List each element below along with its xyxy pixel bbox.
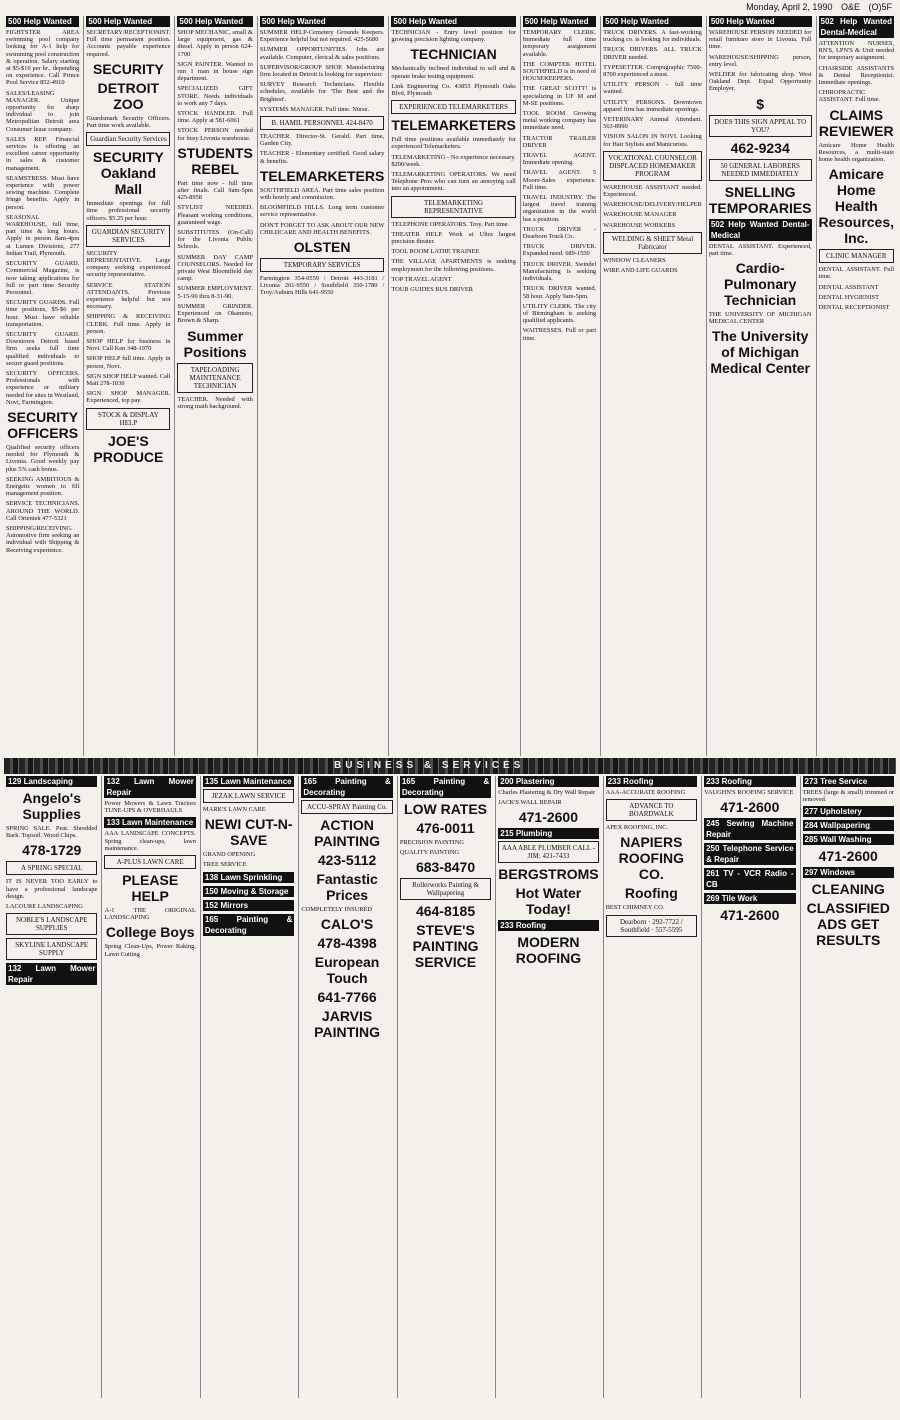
classified-ad: 471-2600 <box>818 848 878 865</box>
classified-ad: CALO'S <box>320 916 374 933</box>
classified-ad: DENTAL ASSISTANT <box>818 283 879 291</box>
classified-ad: European Touch <box>314 954 380 987</box>
classified-ad: TELEMARKETING - No experience necessary. $200/week. <box>391 153 516 168</box>
column-heading: 273 Tree Service <box>803 776 894 787</box>
classified-ad: SYSTEMS MANAGER. Full time. Nurse. <box>259 105 370 113</box>
classified-ad: TELEMARKETING REPRESENTATIVE <box>391 196 515 218</box>
classified-ad: Full time positions available immediately for experienced Telemarketers. <box>391 136 516 151</box>
classified-ad: TREES (large & small) trimmed or removed. <box>802 789 894 804</box>
category-heading: 133 Lawn Maintenance <box>104 817 195 828</box>
classified-ad: Amicare Home Health Resources, Inc. <box>818 166 895 247</box>
classified-ad: DENTAL ASSISTANT. Full time. <box>818 266 895 281</box>
classified-ad: MARK'S LAWN CARE <box>202 806 266 813</box>
classified-ad: WAREHOUSE WORKERS <box>603 221 676 229</box>
category-heading: 502 Help Wanted Dental-Medical <box>710 219 810 240</box>
classified-ad: SPRING SALE. Peat. Shredded Bark. Topsoil. Wood Chips. <box>6 825 98 840</box>
classified-ad: VETERINARY Animal Attendant. 563-8990 <box>603 116 702 131</box>
classified-ad: APEX ROOFING, INC. <box>605 824 669 832</box>
category-heading: 165 Painting & Decorating <box>204 914 293 935</box>
category-heading: 261 TV - VCR Radio - CB <box>706 869 794 890</box>
classified-ad: 471-2600 <box>720 799 780 816</box>
classified-ad: TRAVEL INDUSTRY. The largest travel training organization in the world has a position. <box>522 194 597 223</box>
classified-ad: CLASSIFIED ADS GET RESULTS <box>806 900 890 949</box>
classified-column <box>83 16 172 756</box>
classified-ad: Part time now - full time after finals. Call 9am-5pm 425-8958 <box>177 179 253 202</box>
classified-ad: THE VILLAGE APARTMENTS is seeking employment for the following positions. <box>391 258 516 273</box>
classified-ad: WELDER for fabricating shop. West Oakland Dept. Equal Opportunity Employer. <box>708 71 812 93</box>
classified-column <box>257 16 386 756</box>
classified-ad: WINDOW CLEANERS <box>603 256 666 264</box>
classified-ad: Cardio-Pulmonary Technician <box>724 260 797 309</box>
classified-ad: TREE SERVICE <box>202 861 247 869</box>
classified-ad: SECURITY <box>92 60 164 77</box>
classified-ad: TRUCK DRIVER - Dearborn Truck Co. <box>522 225 597 241</box>
classified-ad: SUMMER GRINDER. Experienced on Okamoto, Brown & Sharp. <box>177 302 253 325</box>
classified-ad: SERVICE TECHNICIANS. AROUND THE WORLD. Call Orientek 477-5321 <box>6 500 80 522</box>
divider-label: BUSINESS & SERVICES <box>334 760 525 771</box>
column-heading: 233 Roofing <box>704 776 795 787</box>
column-heading: 500 Help Wanted <box>603 16 702 27</box>
classified-ad: SIGN SHOP HELP wanted. Call Matt 278-1030 <box>86 372 171 388</box>
category-heading: 284 Wallpapering <box>803 820 894 831</box>
classified-ad: SECURITY GUARD. Commercial Magazine, is now taking applications for full or part time Security Personnel. <box>6 260 80 296</box>
classified-ad: AAA LANDSCAPE CONCEPTS. Spring clean-ups, lawn maintenance. <box>104 830 196 852</box>
classified-ad: SECURITY Oakland Mall <box>92 149 164 198</box>
classified-ad: EXPERIENCED TELEMARKETERS <box>391 100 515 114</box>
column-heading: 500 Help Wanted <box>391 16 515 27</box>
classified-ad: ACTION PAINTING <box>314 817 381 849</box>
classified-ad: THE COMPTEK HOTEL SOUTHFIELD is in need of HOUSEKEEPERS. <box>522 60 597 83</box>
category-heading: 233 Roofing <box>498 920 598 931</box>
classified-ad: BEST CHIMNEY CO. <box>605 904 665 912</box>
classified-ad: TELEMARKETERS <box>259 167 385 184</box>
category-heading: 285 Wall Washing <box>803 834 894 845</box>
classified-ad: WAREHOUSE PERSON NEEDED for retail furniture store in Livonia. Full time. <box>708 29 812 51</box>
classified-ad: TEACHER - Elementary certified. Good salary & benefits. <box>259 150 385 165</box>
classified-ad: VAUGHN'S ROOFING SERVICE <box>704 789 794 796</box>
classified-ad: TOUR GUIDES BUS DRIVER <box>391 286 474 294</box>
column-heading: 165 Painting & Decorating <box>401 777 490 797</box>
classified-ad: A-1 THE ORIGINAL LANDSCAPING <box>104 907 196 922</box>
category-heading: 215 Plumbing <box>498 828 598 839</box>
classified-ad: TEACHER. Director-St. Gerald. Part time, Garden City. <box>259 133 385 148</box>
classified-ad: B. HAMIL PERSONNEL 424-8470 <box>260 116 384 130</box>
category-heading: 245 Sewing Machine Repair <box>706 819 794 840</box>
classified-ad: SOUTHFIELD AREA. Part time sales position with hourly and commission. <box>259 186 385 202</box>
classified-ad: DOES THIS SIGN APPEAL TO YOU? <box>709 115 812 137</box>
category-heading: 297 Windows <box>803 867 894 878</box>
classified-ad: SALES/LEASING MANAGER. Unique opportunity for sharp individual to join Metropolitan Detroit area Consumer lease company. <box>6 89 80 133</box>
classified-ad: Spring Clean-Ups, Power Raking, Lawn Cutting <box>104 943 196 958</box>
classified-ad: SECRETARY/RECEPTIONIST. Full time permanent position. Accounts payable experience required. <box>86 29 171 58</box>
classified-ad: 471-2600 <box>720 907 780 924</box>
classified-ad: 478-1729 <box>22 842 82 859</box>
classified-ad: 641-7766 <box>317 989 377 1006</box>
classified-column <box>701 776 797 1398</box>
classified-ad: Summer Positions <box>183 327 247 360</box>
classified-ad: SUMMER EMPLOYMENT. 5-15-90 thru 8-31-90. <box>177 285 253 300</box>
column-heading: 500 Help Wanted <box>260 16 384 27</box>
classified-ad: 683-8470 <box>415 859 476 876</box>
classified-ad: DON'T FORGET TO ASK ABOUT OUR NEW CHILDCARE AND HEALTH BENEFITS. <box>259 221 385 236</box>
classified-ad: UTILITY PERSON - full time wanted. <box>603 81 702 96</box>
classified-ad: TYPESETTER. Compugraphic 7500-8700 experienced a must. <box>603 63 702 79</box>
classified-ad: SUPERVISOR/GROUP SHOP. Manufacturing firm located in Detroit is looking for supervisor. <box>259 63 385 79</box>
classified-ad: TOOL ROOM. Growing metal working company has immediate need. <box>522 110 597 132</box>
classified-column <box>520 16 598 756</box>
classified-ad: SHOP MECHANIC, small & large equipment, gas & diesel. Apply in person 624-1700 <box>177 29 253 58</box>
classified-ad: TECHNICIAN <box>410 46 497 63</box>
column-heading: 165 Painting & Decorating <box>303 777 391 797</box>
classified-ad: VOCATIONAL COUNSELOR DISPLACED HOMEMAKER PROGRAM <box>603 151 702 181</box>
classified-ad: WELDING & SHEET Metal Fabricator <box>603 232 702 254</box>
classified-ad: SHOP HELP full time. Apply in person, Novi. <box>86 355 171 370</box>
classified-ad: 464-8185 <box>415 903 476 920</box>
classified-ad: SNELLING TEMPORARIES <box>708 183 812 216</box>
classified-ad: Hot Water Today! <box>515 885 582 918</box>
classified-column <box>298 776 394 1398</box>
classified-ad: NAPIERS ROOFING CO. <box>618 834 684 883</box>
classified-ad: ATTENTION NURSES, RN'S, LPN'S & Unit needed for temporary assignment. <box>818 40 895 62</box>
classified-ad: TRUCK DRIVERS. A fast-working trucking co. is looking for individuals. <box>603 29 702 44</box>
classified-column <box>200 776 296 1398</box>
classified-ad: Mechanically inclined individual to sell and & operate brake testing equipment. <box>391 65 516 80</box>
classified-ad: WAREHOUSE/SHIPPING person, entry level. <box>708 53 812 68</box>
classified-ad: AAA-ACCURATE ROOFING <box>605 789 686 796</box>
column-heading: 500 Help Wanted <box>709 16 812 27</box>
classified-ad: PLEASE HELP <box>122 872 179 905</box>
classified-ad: SEASONAL WAREHOUSE, full time, part time & long hours. Apply in person 8am-4pm at Lumen Divisions, 277 Indian Trail, Plymouth. <box>6 213 80 257</box>
classified-ad: Qualified security officers needed for Plymouth & Livonia. Good weekly pay plus 5% cash bonus. <box>6 443 80 473</box>
classified-ad: TECHNICIAN - Entry level position for growing precision lighting company. <box>391 29 516 44</box>
classified-ad: TELEMARKETERS <box>391 117 516 134</box>
classified-ad: WAREHOUSE ASSISTANT needed. Experienced. <box>603 183 702 199</box>
classified-ad: STUDENTS REBEL <box>177 144 253 177</box>
classified-ad: TRUCK DRIVERS. ALL TRUCK DRIVER needed. <box>603 46 702 61</box>
classified-ad: 423-5112 <box>317 852 377 868</box>
classified-column <box>600 16 704 756</box>
classified-ad: STEVE'S PAINTING SERVICE <box>412 922 479 971</box>
classified-ad: LOW RATES <box>404 801 488 817</box>
classified-ad: 476-0011 <box>416 820 475 836</box>
classified-ad: SHIPPING & RECEIVING CLERK. Full time. Apply in person. <box>86 313 171 335</box>
classified-ad: BERGSTROMS <box>498 866 599 883</box>
services-section <box>4 776 896 1398</box>
category-heading: 250 Telephone Service & Repair <box>706 844 794 865</box>
column-heading: 502 Help Wanted Dental-Medical <box>820 17 893 37</box>
classified-ad: ACCU-SPRAY Painting Co. <box>301 800 392 814</box>
classified-ad: IT IS NEVER TOO EARLY to have a professional landscape design. <box>6 878 98 900</box>
classified-ad: 471-2600 <box>518 809 579 826</box>
column-heading: 200 Plastering <box>498 776 598 787</box>
classified-column <box>800 776 896 1398</box>
classified-ad: DENTAL ASSISTANT. Experienced, part time. <box>708 242 812 257</box>
classified-ad: TRACTOR TRAILER DRIVER <box>522 134 597 149</box>
classified-ad: Guardian Security Services <box>86 132 170 146</box>
classified-ad: JACK'S WALL REPAIR <box>498 799 562 807</box>
classified-ad: SEEKING AMBITIOUS & Energetic women to fill management position. <box>6 475 80 498</box>
classified-ad: CLAIMS REVIEWER <box>818 106 894 139</box>
classified-ad: CLINIC MANAGER <box>819 249 894 263</box>
classified-ad: Link Engineering Co. 43855 Plymouth Oaks Blvd, Plymouth <box>391 82 516 98</box>
classified-ad: TEMPORARY CLERK. Immediate full time temporary assignment available. <box>522 29 597 58</box>
classified-ad: SIGN SHOP MANAGER. Experienced, top pay. <box>86 390 171 405</box>
classified-column <box>706 16 814 756</box>
column-heading: 233 Roofing <box>606 776 697 787</box>
category-heading: 277 Upholstery <box>803 806 894 817</box>
classified-ad: THEATER HELP. Work at Ultra largest precision theater. <box>391 230 516 246</box>
classified-ad: PRECISION PAINTING <box>399 839 465 846</box>
classified-ad: ADVANCE TO BOARDWALK <box>606 799 697 821</box>
classified-ad: Angelo's Supplies <box>22 790 81 822</box>
classified-ad: SHIPPING/RECEIVING. Automotive firm seeking an individual with Shipping & Receiving experience. <box>6 524 80 554</box>
classified-ad: UTILITY CLERK. The city of Birmingham is seeking qualified applicants. <box>522 302 597 325</box>
classified-column <box>495 776 600 1398</box>
classified-ad: TEMPORARY SERVICES <box>260 258 384 272</box>
classified-ad: DENTAL HYGIENIST <box>818 293 880 301</box>
classified-ad: Fantastic Prices <box>316 871 378 903</box>
classified-ad: JARVIS PAINTING <box>314 1008 381 1041</box>
classified-ad: WAREHOUSE MANAGER <box>603 211 677 219</box>
classified-column <box>4 776 99 1398</box>
classified-ad: TELEPHONE OPERATORS. Troy. Part time. <box>391 220 510 228</box>
classified-ad: TRAVEL AGENT. Immediate opening. <box>522 152 597 167</box>
classified-ad: Dearborn · 292-7722 / Southfield · 557-5595 <box>606 915 697 937</box>
classified-ad: Rollerworks Painting & Wallpapering <box>400 878 491 900</box>
classified-ad: CHIROPRACTIC ASSISTANT. Full time. <box>818 89 881 104</box>
classified-ad: AAA ABLE PLUMBER CALL - JIM: 421-7433 <box>498 841 598 863</box>
classified-ad: $ <box>756 95 765 112</box>
classified-ad: TRAVEL AGENT. 5 Moore-Sales experience. Full time. <box>522 169 597 191</box>
category-heading: 150 Moving & Storage <box>203 886 294 897</box>
classified-ad: SUMMER HELP-Cemetery Grounds Keepers. Experience helpful but not required. 425-5680 <box>259 29 385 44</box>
classified-ad: Power Mowers & Lawn Tractors TUNE-UPS & OVERHAULS <box>104 800 196 815</box>
classified-ad: TOP TRAVEL AGENT <box>391 275 452 283</box>
classified-ad: SUMMER OPPORTUNITIES. Jobs are available. Computer, clerical & sales positions. <box>259 46 385 61</box>
classified-column <box>101 776 197 1398</box>
classified-ad: STOCK HANDLER. Full time. Apply at 581-6061 <box>177 110 253 125</box>
classified-column <box>174 16 254 756</box>
classified-ad: 50 GENERAL LABORERS NEEDED IMMEDIATELY <box>709 159 812 181</box>
help-wanted-section <box>4 16 896 756</box>
section-divider-banner <box>4 758 896 774</box>
classified-ad: The University of Michigan Medical Center <box>710 328 810 377</box>
category-heading: 152 Mirrors <box>203 900 294 911</box>
classified-ad: DETROIT ZOO <box>97 79 160 112</box>
classified-ad: Charles Plastering & Dry Wall Repair <box>498 789 596 796</box>
classified-ad: SECURITY REPRESENTATIVE. Large company seeking experienced security representative. <box>86 249 171 279</box>
classified-ad: SUMMER DAY CAMP COUNSELORS. Needed for private West Bloomfield day camp. <box>177 253 253 283</box>
classified-ad: WAITRESSES. Full or part time. <box>522 327 597 342</box>
classified-ad: JEZAK LAWN SERVICE <box>203 789 294 803</box>
classified-ad: Farmington 354-0559 / Detroit 443-3181 / Livonia 261-9550 / Southfield 350-1780 / Troy/Auburn Hills 641-9550 <box>259 275 385 297</box>
classified-ad: STOCK & DISPLAY HELP <box>86 408 170 430</box>
classified-ad: STYLIST NEEDED. Pleasant working conditions, guaranteed wage. <box>177 204 253 226</box>
classified-ad: NEWI CUT-N-SAVE <box>204 816 293 849</box>
classified-ad: UTILITY PERSONS. Downtown apparel firm has immediate openings. <box>603 98 702 113</box>
classified-ad: College Boys <box>105 924 195 941</box>
classified-ad: Amicare Home Health Resources, a multi-state home health organization. <box>818 141 895 164</box>
category-heading: 138 Lawn Sprinkling <box>203 872 294 883</box>
column-heading: 500 Help Wanted <box>6 16 79 27</box>
classified-ad: Guardsmark Security Officers. Part time work available. <box>86 114 171 130</box>
classified-ad: SALES REP. Financial services is offering an excellent career opportunity in sales & customer management. <box>6 135 80 172</box>
classified-column <box>4 16 81 756</box>
column-heading: 500 Help Wanted <box>177 16 252 27</box>
classified-ad: SIGN PAINTER. Wanted to run 1 man in house sign department. <box>177 60 253 83</box>
classified-ad: STOCK PERSON needed for busy Livonia warehouse. <box>177 127 253 142</box>
classified-ad: DENTAL RECEPTIONIST <box>818 304 890 312</box>
classified-ad: SECURITY GUARDS. Full time positions, $5-$6 per hour. Must have reliable transportation. <box>6 299 80 328</box>
classified-ad: JOE'S PRODUCE <box>93 432 164 465</box>
classified-ad: OLSTEN <box>293 239 351 256</box>
classified-ad: SURVEY Research Technicians. Flexible schedules, available for 'The Best and the Brightest'. <box>259 81 385 103</box>
column-heading: 132 Lawn Mower Repair <box>106 777 194 797</box>
classified-ad: SERVICE STATION ATTENDANTS. Previous experience helpful but not necessary. <box>86 281 171 311</box>
classified-ad: SUBSTITUTES (On-Call) for the Livonia Public Schools. <box>177 229 253 251</box>
classified-ad: 462-9234 <box>730 139 790 156</box>
classified-ad: CHAIRSIDE ASSISTANTS & Dental Receptionist. Immediate openings. <box>818 64 895 87</box>
classified-ad: SECURITY OFFICERS <box>7 408 79 441</box>
classified-ad: GUARDIAN SECURITY SERVICES <box>86 225 170 247</box>
classified-ad: TELEMARKETING OPERATORS. We need Telephone Pros who can turn an annoying call into an appointment. <box>391 171 516 193</box>
header-edition: O&E <box>840 2 860 12</box>
classified-ad: TEACHER. Needed with strong math background. <box>177 395 253 410</box>
classified-ad: TRUCK DRIVER wanted, 58 hour. Apply 9am-5pm. <box>522 285 597 300</box>
classified-ad: FIGHTSTER AREA swimming pool company looking for A-1 help for swimming pool construction & operation. Salary starting at $5-$10 per hr., depending on experience. Call Prince Pool Service 852-4910 <box>6 29 80 87</box>
column-heading: 500 Help Wanted <box>86 16 170 27</box>
classified-ad: TRUCK DRIVER. Swindel Manufacturing is seeking individuals. <box>522 260 597 283</box>
classified-ad: WAREHOUSE/DELIVERY/HELPER <box>603 201 702 209</box>
classified-ad: COMPLETELY INSURED <box>301 906 373 913</box>
classified-ad: MODERN ROOFING <box>515 934 582 967</box>
column-heading: 500 Help Wanted <box>523 16 596 27</box>
header-page: (O)5F <box>868 2 892 12</box>
classified-ad: TOOL ROOM LATHE TRAINEE <box>391 248 480 256</box>
classified-ad: VISION SALON IN NOVI. Looking for Hair Stylists and Manicurists. <box>603 133 702 148</box>
classified-ad: SEAMSTRESS. Must have experience with power sewing machine. Complete fringe benefits. Apply in person. <box>6 174 80 211</box>
classified-ad: CLEANING <box>811 881 885 898</box>
classified-ad: SKYLINE LANDSCAPE SUPPLY <box>6 938 97 960</box>
classified-ad: SPECIALIZED GIFT STORE. Needs individuals to work any 7 days. <box>177 85 253 107</box>
header-date: Monday, April 2, 1990 <box>746 2 833 12</box>
classified-ad: Immediate openings for full time professional security officers. $5.25 per hour. <box>86 200 171 222</box>
classified-ad: SHOP HELP for business in Novi. Call Ken 348-1970 <box>86 338 171 353</box>
classified-ad: SECURITY GUARD. Downtown Detroit based firm seeks full time qualified individuals to secure guard positions. <box>6 330 80 367</box>
classified-column <box>603 776 699 1398</box>
category-heading: 269 Tile Work <box>704 893 795 904</box>
classified-ad: QUALITY PAINTING <box>399 849 460 857</box>
classified-ad: THE GREAT SCOTT! is specializing in UF M and M-SE positions. <box>522 85 597 107</box>
classified-ad: SECURITY OFFICERS. Professionals with experience or military needed for sites in Westland, Novi, Farmington. <box>6 369 80 406</box>
column-heading: 129 Landscaping <box>6 776 97 787</box>
classified-ad: WIRE AND LIFE GUARDS <box>603 267 678 275</box>
classified-ad: BLOOMFIELD HILLS. Long term customer service representative. <box>259 204 385 219</box>
classified-column <box>397 776 493 1398</box>
classified-ad: TAPELOADING MAINTENANCE TECHNICIAN <box>177 363 252 393</box>
page-header <box>8 2 892 14</box>
classified-column <box>388 16 517 756</box>
classified-ad: GRAND OPENING <box>202 851 256 859</box>
classified-ad: A-PLUS LAWN CARE <box>104 855 195 869</box>
classified-ad: Roofing <box>624 885 678 902</box>
classified-ad: TRUCK DRIVER. Expanded need. 689-1550 <box>522 243 597 258</box>
classified-ad: THE UNIVERSITY OF MICHIGAN MEDICAL CENTER <box>708 311 812 326</box>
column-heading: 135 Lawn Maintenance <box>203 776 294 787</box>
classified-ad: A SPRING SPECIAL <box>6 861 97 875</box>
classified-column <box>816 16 896 756</box>
classified-ad: 478-4398 <box>317 935 377 952</box>
classified-ad: NOBLE'S LANDSCAPE SUPPLIES <box>6 913 97 935</box>
classified-ad: LACOURE LANDSCAPING <box>6 903 83 911</box>
category-heading: 132 Lawn Mower Repair <box>8 964 96 985</box>
